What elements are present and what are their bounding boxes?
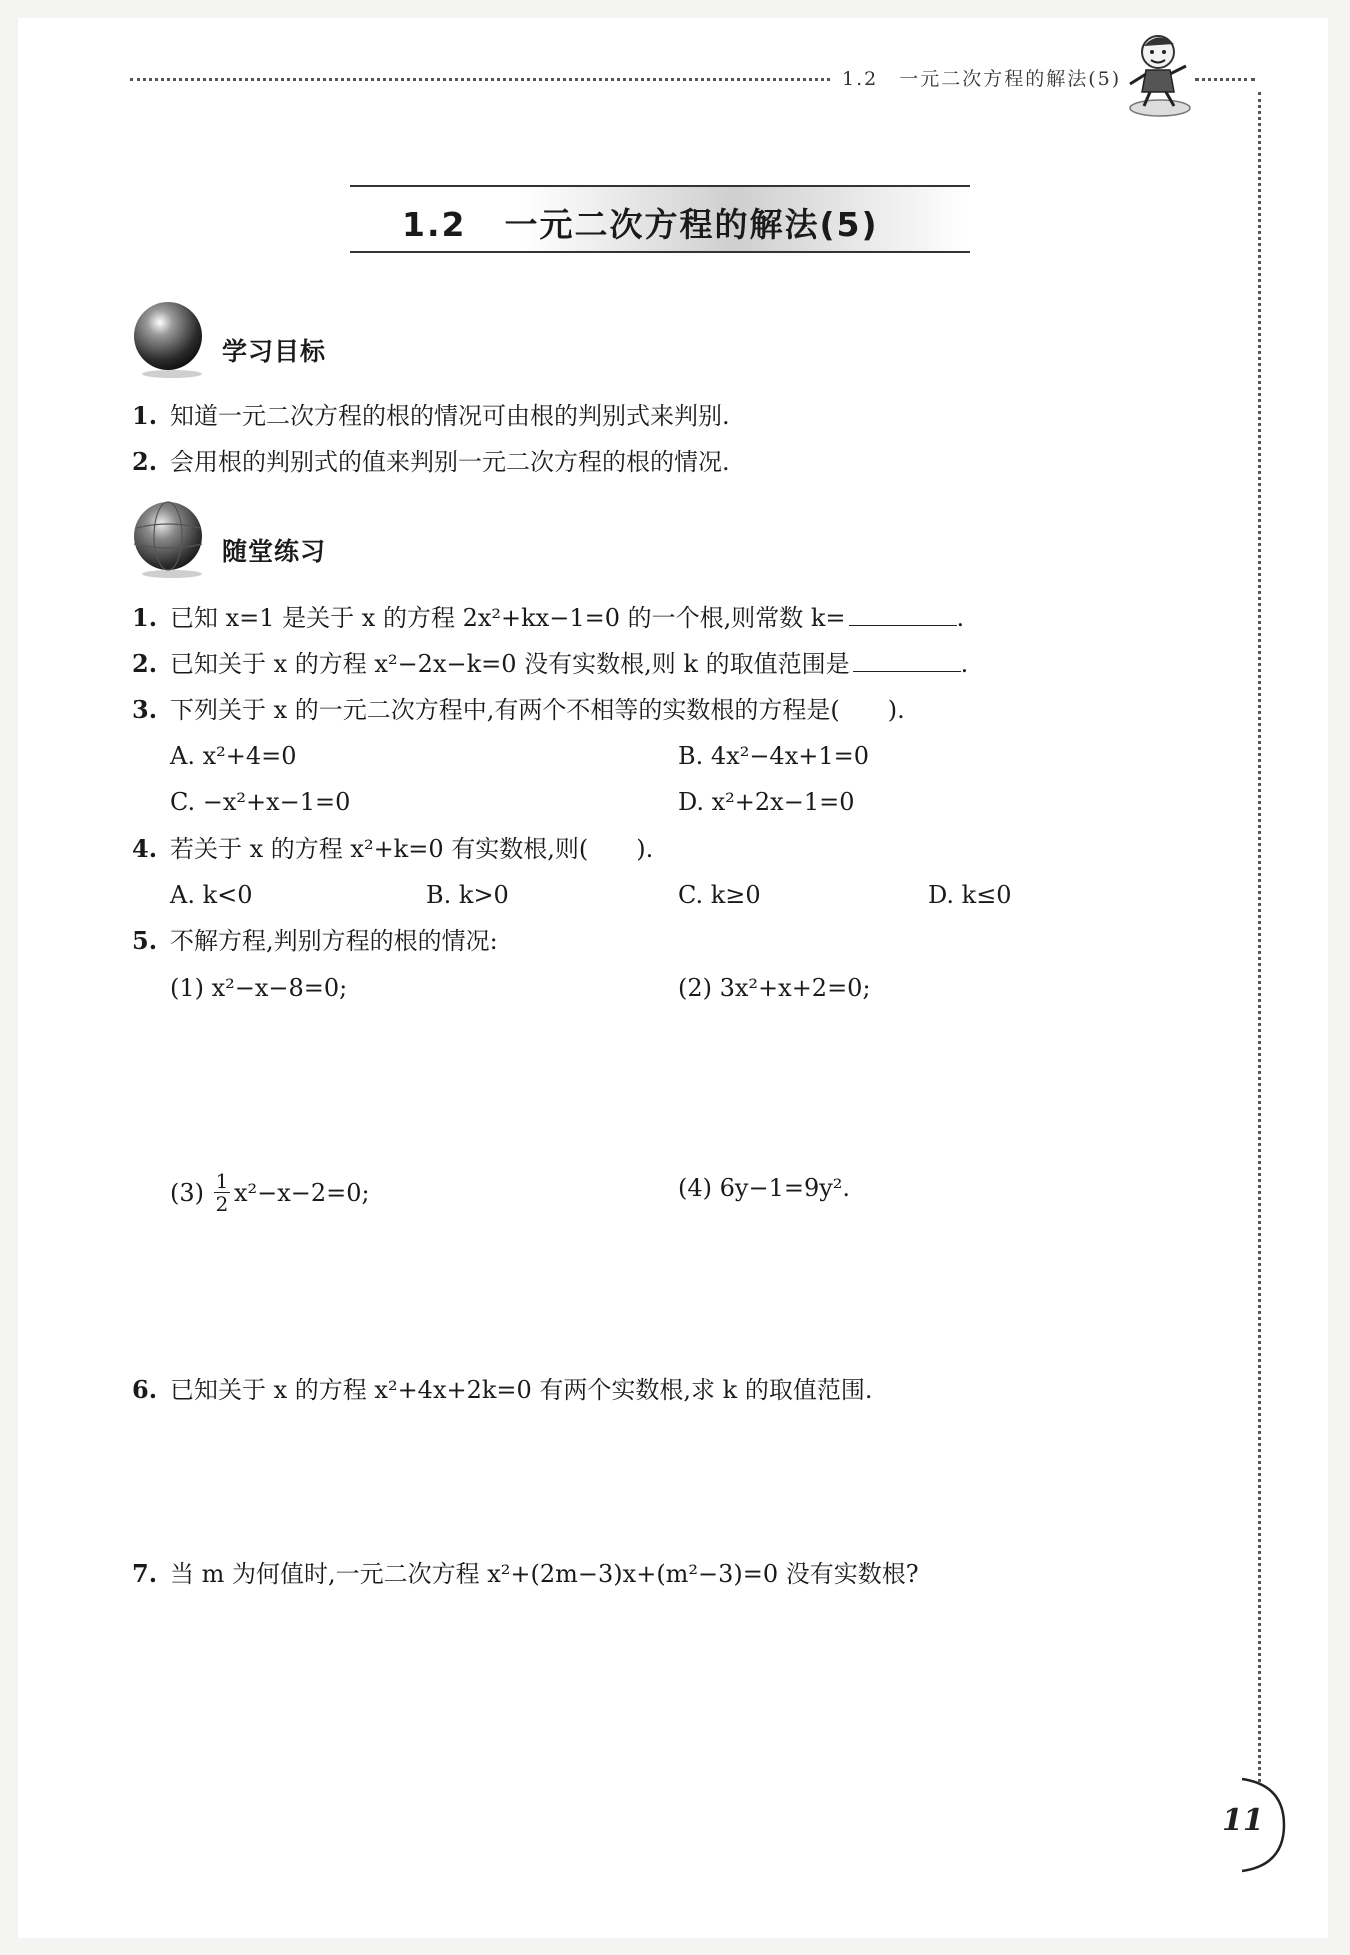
option-c: C. −x²+x−1=0 bbox=[170, 788, 351, 816]
goal-item: 2. 会用根的判别式的值来判别一元二次方程的根的情况. bbox=[132, 447, 730, 476]
option-b: B. 4x²−4x+1=0 bbox=[678, 742, 869, 770]
question-7: 7. 当 m 为何值时,一元二次方程 x²+(2m−3)x+(m²−3)=0 没有实数根? bbox=[132, 1559, 919, 1588]
page-number: 11 bbox=[1222, 1803, 1264, 1838]
question-2: 2. 已知关于 x 的方程 x²−2x−k=0 没有实数根,则 k 的取值范围是 . bbox=[132, 649, 969, 678]
option-d: D. k≤0 bbox=[928, 881, 1012, 909]
header-dotted-rule bbox=[130, 78, 830, 81]
globe-icon bbox=[130, 500, 210, 580]
option-b: B. k>0 bbox=[426, 881, 509, 909]
subquestion-4: (4) 6y−1=9y². bbox=[678, 1174, 851, 1202]
subquestion-3: (3) 1 2 x²−x−2=0; bbox=[170, 1169, 370, 1216]
section-heading: 随堂练习 bbox=[222, 537, 327, 566]
margin-dotted-rule bbox=[1258, 92, 1261, 1782]
section-heading: 学习目标 bbox=[222, 337, 327, 366]
subquestion-1: (1) x²−x−8=0; bbox=[170, 974, 348, 1002]
answer-blank[interactable] bbox=[849, 603, 957, 626]
goal-item: 1. 知道一元二次方程的根的情况可由根的判别式来判别. bbox=[132, 401, 730, 430]
mascot-icon bbox=[1118, 30, 1198, 120]
question-6: 6. 已知关于 x 的方程 x²+4x+2k=0 有两个实数根,求 k 的取值范围. bbox=[132, 1375, 873, 1404]
option-a: A. k<0 bbox=[170, 881, 253, 909]
lesson-title-banner bbox=[350, 185, 970, 253]
option-a: A. x²+4=0 bbox=[170, 742, 297, 770]
answer-blank[interactable] bbox=[853, 649, 961, 672]
running-header: 1.2 一元二次方程的解法(5) bbox=[842, 68, 1122, 90]
lesson-title-text: 一元二次方程的解法(5) bbox=[504, 205, 879, 244]
lesson-title bbox=[402, 199, 879, 246]
option-d: D. x²+2x−1=0 bbox=[678, 788, 855, 816]
header-dotted-rule-right bbox=[1195, 78, 1255, 81]
question-4: 4. 若关于 x 的方程 x²+k=0 有实数根,则( ). bbox=[132, 834, 654, 863]
fraction-one-half: 1 2 bbox=[215, 1169, 229, 1216]
question-5: 5. 不解方程,判别方程的根的情况: bbox=[132, 926, 498, 955]
subquestion-2: (2) 3x²+x+2=0; bbox=[678, 974, 871, 1002]
sphere-icon bbox=[130, 300, 210, 380]
option-c: C. k≥0 bbox=[678, 881, 761, 909]
lesson-number: 1.2 bbox=[402, 205, 467, 244]
question-3: 3. 下列关于 x 的一元二次方程中,有两个不相等的实数根的方程是( ). bbox=[132, 695, 905, 724]
question-1: 1. 已知 x=1 是关于 x 的方程 2x²+kx−1=0 的一个根,则常数 k= . bbox=[132, 603, 965, 632]
